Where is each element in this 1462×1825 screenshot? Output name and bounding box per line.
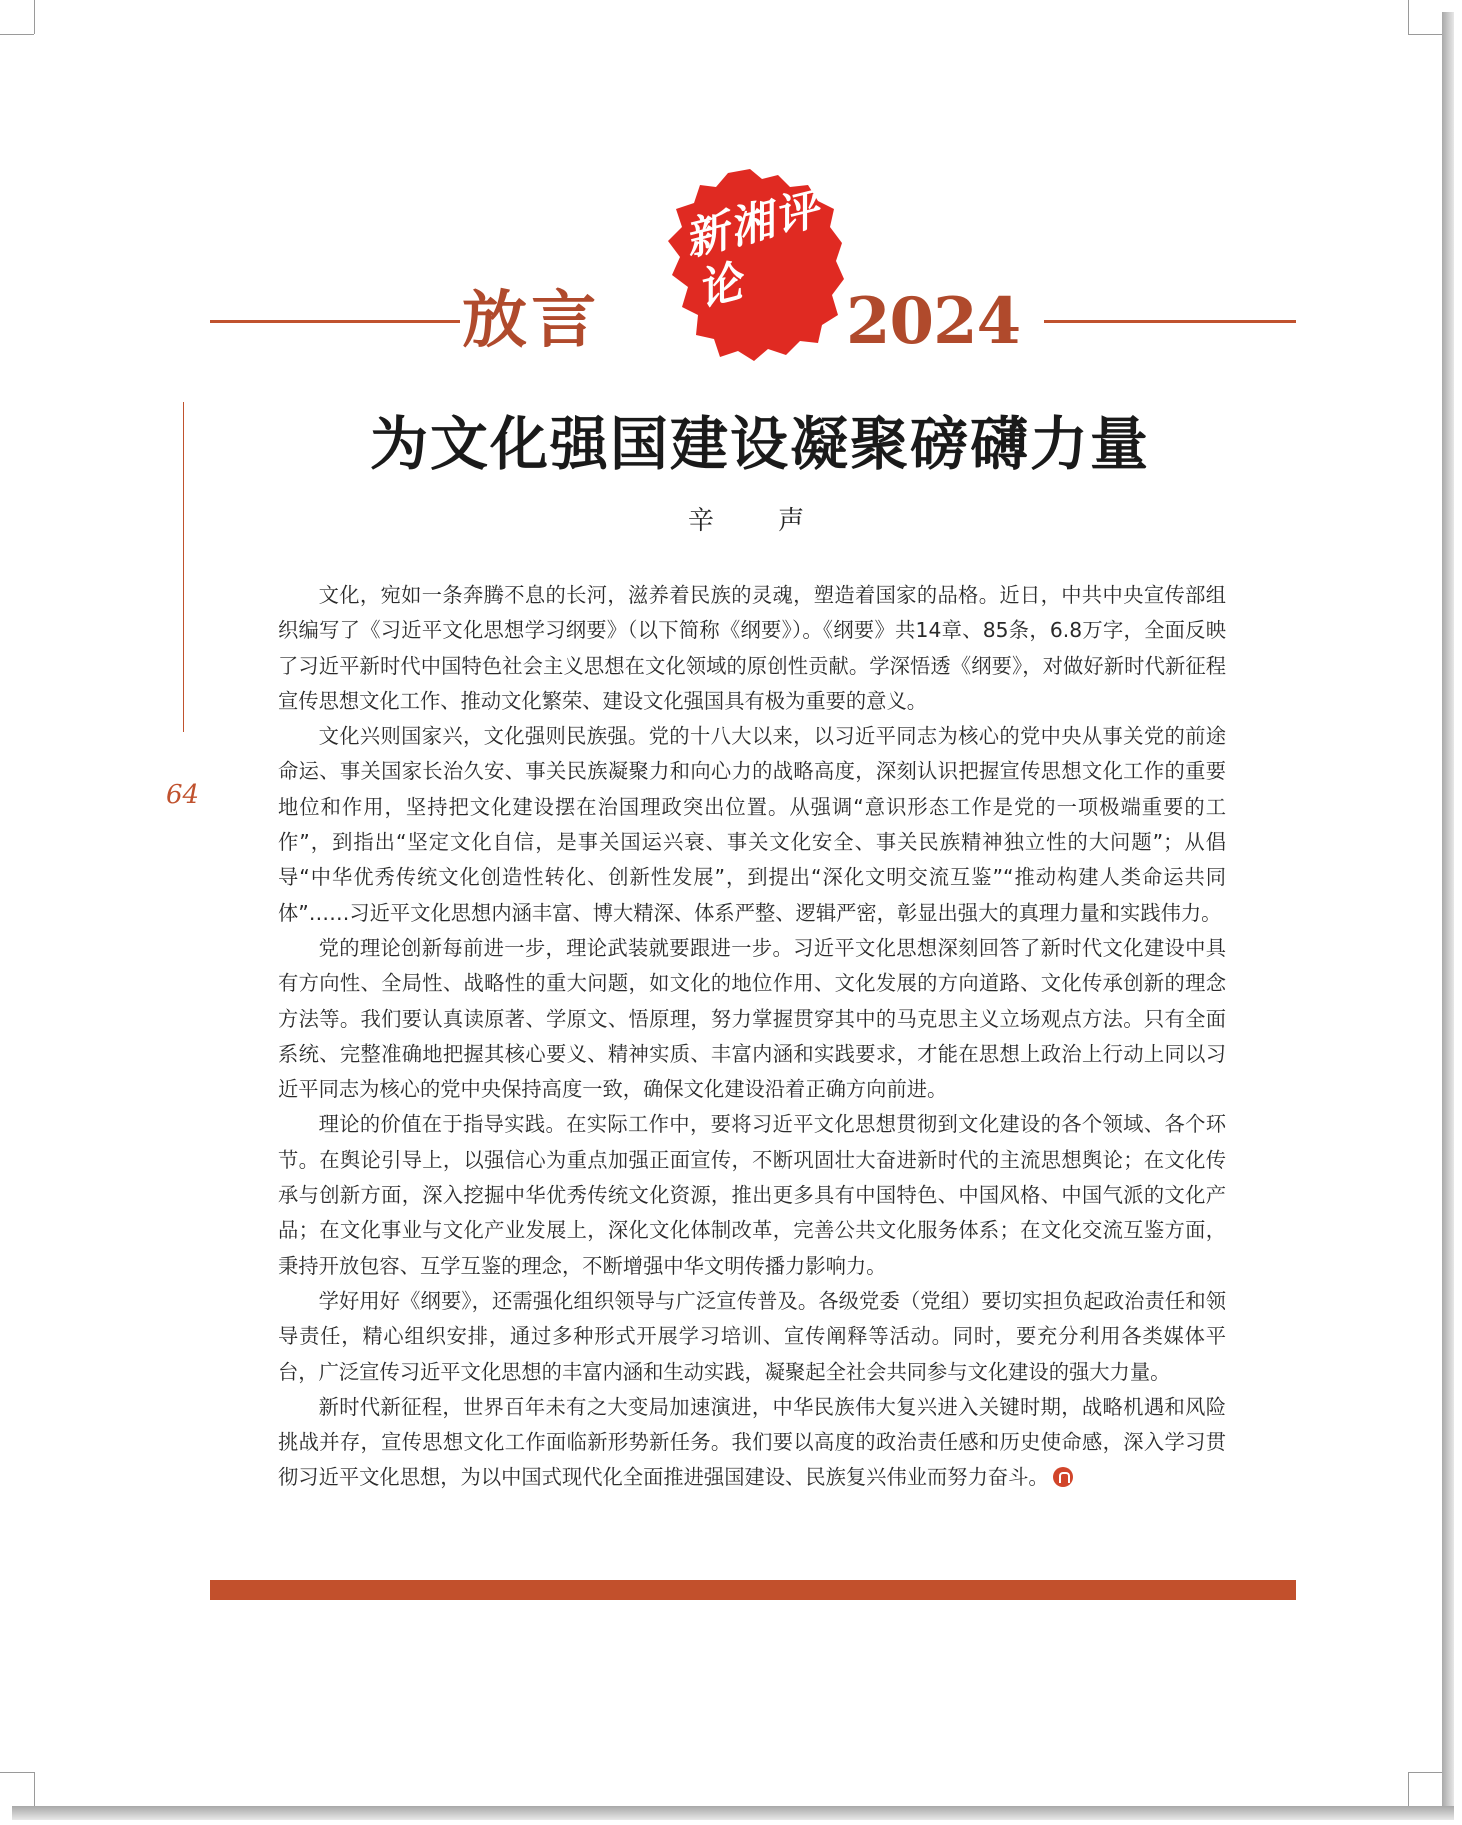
header-rule-right	[1044, 320, 1296, 323]
crop-mark	[1408, 1772, 1409, 1806]
paragraph-last	[278, 1390, 1226, 1496]
article-title: 为文化强国建设凝聚磅礴力量	[369, 410, 1150, 478]
paragraph: 党的理论创新每前进一步，理论武装就要跟进一步。习近平文化思想深刻回答了新时代文化建设中具有方向性、全局性、战略性的重大问题，如文化的地位作用、文化发展的方向道路、文化传承创新的理念方法等。我们要认真读原著、学原文、悟原理，努力掌握贯穿其中的马克思主义立场观点方法。只有全面系统、完整准确地把握其核心要义、精神实质、丰富内涵和实践要求，才能在思想上政治上行动上同以习近平同志为核心的党中央保持高度一致，确保文化建设沿着正确方向前进。	[278, 935, 1226, 1102]
crop-mark	[34, 0, 35, 34]
header-rule-left	[210, 320, 460, 323]
paragraph: 文化，宛如一条奔腾不息的长河，滋养着民族的灵魂，塑造着国家的品格。近日，中共中央宣传部组织编写了《习近平文化思想学习纲要》（以下简称《纲要》）。《纲要》共14章、85条，6.8万字，全面反映了习近平新时代中国特色社会主义思想在文化领域的原创性贡献。学深悟透《纲要》，对做好新时代新征程宣传思想文化工作、推动文化繁荣、建设文化强国具有极为重要的意义。	[278, 583, 1226, 713]
column-title: 放言	[462, 283, 601, 356]
end-mark-icon	[1053, 1467, 1073, 1487]
page-number: 64	[166, 780, 200, 810]
paragraph: 学好用好《纲要》，还需强化组织领导与广泛宣传普及。各级党委（党组）要切实担负起政治责任和领导责任，精心组织安排，通过多种形式开展学习培训、宣传阐释等活动。同时，要充分利用各类媒体平台，广泛宣传习近平文化思想的丰富内涵和生动实践，凝聚起全社会共同参与文化建设的强大力量。	[278, 1288, 1226, 1384]
page-shadow-right	[1442, 12, 1454, 1820]
paragraph-last-text: 新时代新征程，世界百年未有之大变局加速演进，中华民族伟大复兴进入关键时期，战略机遇和风险挑战并存，宣传思想文化工作面临新形势新任务。我们要以高度的政治责任感和历史使命感，深入学习贯彻习近平文化思想，为以中国式现代化全面推进强国建设、民族复兴伟业而努力奋斗。	[278, 1394, 1226, 1490]
emblem-calligraphy: 新湘评论	[679, 183, 826, 317]
crop-mark	[1408, 1772, 1442, 1773]
paragraph: 文化兴则国家兴，文化强则民族强。党的十八大以来，以习近平同志为核心的党中央从事关党的前途命运、事关国家长治久安、事关民族凝聚力和向心力的战略高度，深刻认识把握宣传思想文化工作的重要地位和作用，坚持把文化建设摆在治国理政突出位置。从强调“意识形态工作是党的一项极端重要的工作”，到指出“坚定文化自信，是事关国运兴衰、事关文化安全、事关民族精神独立性的大问题”；从倡导“中华优秀传统文化创造性转化、创新性发展”，到提出“深化文明交流互鉴”“推动构建人类命运共同体”……习近平文化思想内涵丰富、博大精深、体系严整、逻辑严密，彰显出强大的真理力量和实践伟力。	[278, 724, 1226, 925]
page-shadow-bottom	[12, 1806, 1454, 1820]
footer-bar	[210, 1580, 1296, 1600]
crop-mark	[1408, 0, 1409, 34]
article-body	[278, 578, 1226, 1496]
article-author: 辛 声	[687, 506, 833, 536]
crop-mark	[34, 1772, 35, 1806]
crop-mark	[0, 34, 34, 35]
crop-mark	[1408, 34, 1442, 35]
header-year: 2024	[846, 284, 1021, 359]
paragraph: 理论的价值在于指导实践。在实际工作中，要将习近平文化思想贯彻到文化建设的各个领域、各个环节。在舆论引导上，以强信心为重点加强正面宣传，不断巩固壮大奋进新时代的主流思想舆论；在文化传承与创新方面，深入挖掘中华优秀传统文化资源，推出更多具有中国特色、中国风格、中国气派的文化产品；在文化事业与文化产业发展上，深化文化体制改革，完善公共文化服务体系；在文化交流互鉴方面，秉持开放包容、互学互鉴的理念，不断增强中华文明传播力影响力。	[278, 1112, 1226, 1278]
crop-mark	[0, 1772, 34, 1773]
